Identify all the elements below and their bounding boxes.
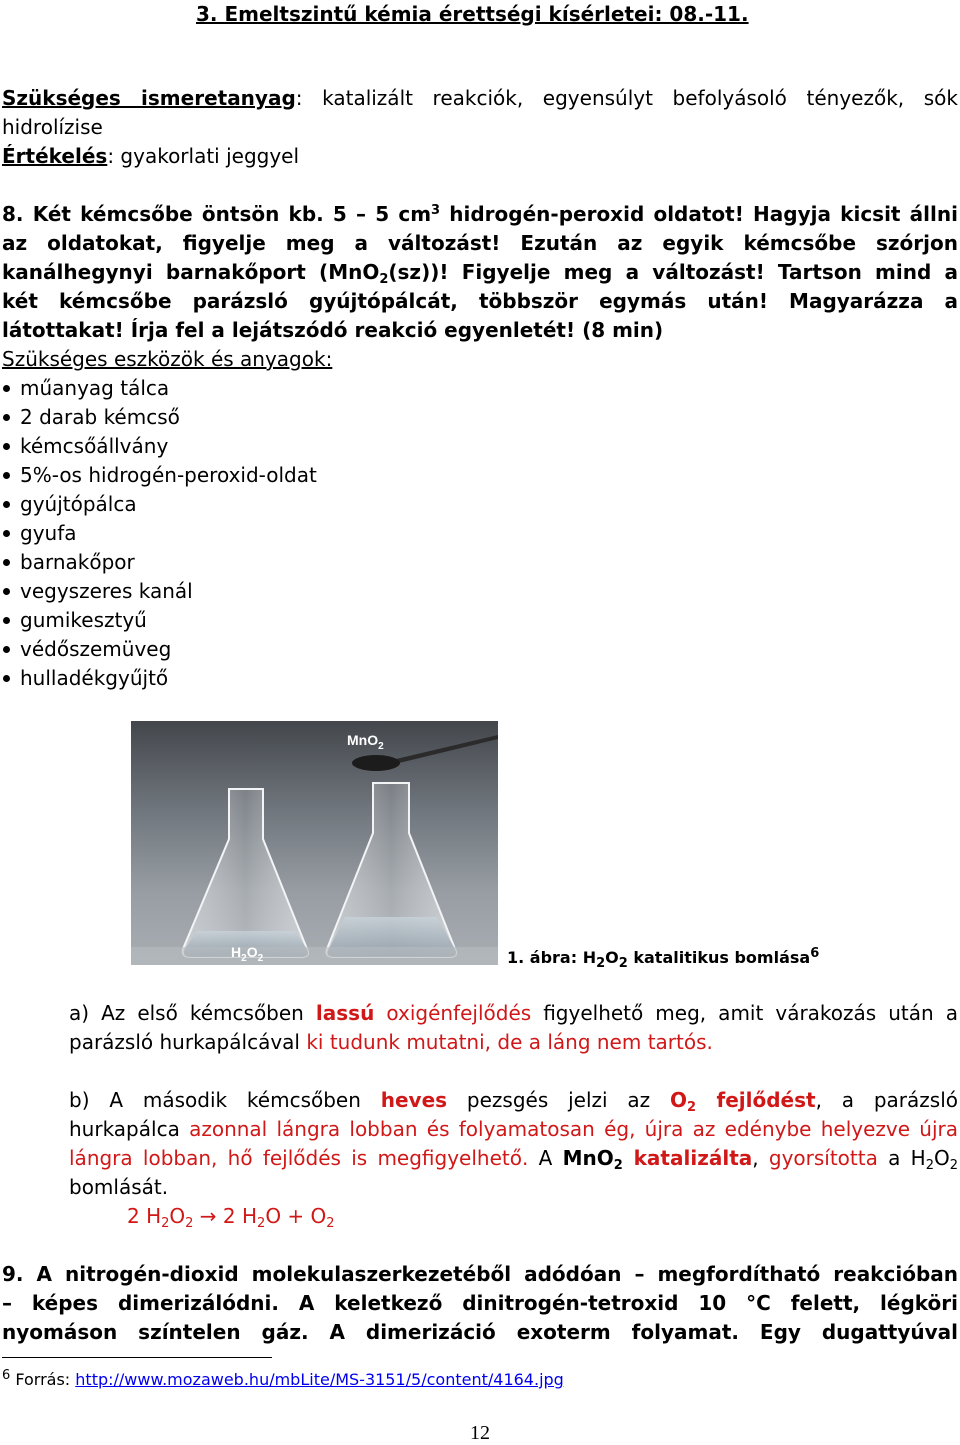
list-item-text: kémcsőállvány [20, 434, 169, 458]
answer-text: pezsgés jelzi az [447, 1088, 670, 1112]
task8-line-1 [2, 200, 958, 229]
subscript: 2 [618, 956, 628, 971]
answer-text [374, 1001, 386, 1025]
table-surface [131, 947, 498, 965]
spoon-handle [396, 735, 498, 763]
page-number: 12 [470, 1422, 490, 1444]
figure-caption [507, 945, 819, 973]
evaluation-line [2, 142, 958, 171]
footnote-label: Forrás: [10, 1370, 76, 1389]
subscript: 2 [185, 1216, 194, 1231]
task8-duration: (8 min) [575, 318, 664, 342]
h2o2-label: $H_2O_2$ [231, 944, 264, 964]
subscript: 2 [379, 272, 389, 287]
list-item [0, 432, 317, 461]
list-item [0, 635, 317, 664]
equation-text: 2 H [127, 1204, 162, 1228]
footnote-ref: 6 [810, 946, 820, 961]
answer-text: a) Az első kémcsőben [69, 1001, 316, 1025]
bullet-icon [3, 617, 10, 624]
list-item-text: gyújtópálca [20, 492, 137, 516]
list-item [0, 519, 317, 548]
bullet-icon [3, 443, 10, 450]
spoon-powder [352, 755, 400, 771]
task8-text: kanálhegynyi barnakőport (MnO [2, 260, 380, 284]
task8-line-5 [2, 316, 958, 345]
list-item-text: vegyszeres kanál [20, 579, 193, 603]
answer-text: parázsló hurkapálcával [69, 1030, 307, 1054]
arrow-icon: → [193, 1204, 223, 1228]
answer-highlight: O [669, 1088, 687, 1112]
answer-b-line-2 [69, 1115, 958, 1144]
bullet-icon [3, 501, 10, 508]
answer-text: figyelhető meg, amit várakozás után a [531, 1001, 958, 1025]
answer-b-line-4: bomlását. [69, 1175, 169, 1199]
answer-text: , a parázsló [815, 1088, 958, 1112]
task8-line-4: két kémcsőbe parázsló gyújtópálcát, többször egymás után! Magyarázza a [2, 289, 958, 313]
task8-line-3 [2, 258, 958, 290]
answer-text: b) A második kémcsőben [69, 1088, 381, 1112]
list-item [0, 664, 317, 693]
task8-text: látottakat! Írja fel a lejátszódó reakció egyenletét! [2, 318, 576, 342]
subscript: 2 [326, 1216, 335, 1231]
bullet-icon [3, 675, 10, 682]
list-item-text: gumikesztyű [20, 608, 147, 632]
answer-b-line-3 [69, 1144, 958, 1176]
answer-highlight: lassú [315, 1001, 375, 1025]
bullet-icon [3, 414, 10, 421]
answer-text: , [752, 1146, 769, 1170]
list-item-text: 5%-os hidrogén-peroxid-oldat [20, 463, 317, 487]
bullet-icon [3, 646, 10, 653]
list-item-text: hulladékgyűjtő [20, 666, 169, 690]
footnote-divider [2, 1357, 272, 1358]
bullet-icon [3, 588, 10, 595]
task9-line-3: nyomáson színtelen gáz. A dimerizáció exoterm folyamat. Egy dugattyúval [2, 1320, 958, 1344]
equation-text: O [169, 1204, 186, 1228]
answer-b-line-1 [69, 1086, 958, 1118]
answer-highlight: azonnal lángra lobban és folyamatosan ég, újra az edénybe helyezve újra [189, 1117, 958, 1141]
evaluation-text: : gyakorlati jeggyel [107, 144, 300, 168]
answer-text: A [528, 1146, 563, 1170]
list-item [0, 548, 317, 577]
reaction-equation [127, 1202, 335, 1234]
task9-line-2: – képes dimerizálódni. A keletkező dinitrogén-tetroxid 10 °C felett, légköri [2, 1291, 958, 1315]
task8-text: 8. Két kémcsőbe öntsön kb. 5 – 5 cm [2, 202, 432, 226]
tools-list [0, 374, 317, 693]
caption-text: 1. ábra: H [507, 948, 597, 967]
list-item [0, 606, 317, 635]
subscript: 2 [687, 1100, 697, 1115]
bullet-icon [3, 385, 10, 392]
flasks-illustration [131, 721, 498, 965]
answer-highlight: heves [380, 1088, 448, 1112]
superscript: 3 [431, 203, 441, 218]
equation-text: 2 H [222, 1204, 258, 1228]
list-item-text: barnakőpor [20, 550, 135, 574]
answer-highlight: oxigénfejlődés [386, 1001, 532, 1025]
footnote-number: 6 [2, 1368, 11, 1383]
list-item-text: védőszemüveg [20, 637, 172, 661]
task8-text: hidrogén-peroxid oldatot! Hagyja kicsit állni [440, 202, 958, 226]
answer-text: a H [877, 1146, 926, 1170]
mno2-label: MnO$_2$ [347, 732, 384, 752]
list-item [0, 461, 317, 490]
answer-text: hurkapálca [69, 1117, 190, 1141]
equation-text: O + O [265, 1204, 327, 1228]
task8-text: (sz))! Figyelje meg a változást! Tartson mind a [388, 260, 958, 284]
task8-line-2: az oldatokat, figyelje meg a változást! Ezután az egyik kémcsőbe szórjon [2, 231, 958, 255]
list-item-text: műanyag tálca [20, 376, 170, 400]
caption-text: O [605, 948, 619, 967]
subscript: 2 [257, 1216, 266, 1231]
flasks-photo [131, 721, 498, 965]
source-link[interactable]: http://www.mozaweb.hu/mbLite/MS-3151/5/content/4164.jpg [75, 1370, 564, 1389]
evaluation-label: Értékelés [2, 144, 108, 168]
list-item [0, 403, 317, 432]
answer-highlight: fejlődést [696, 1088, 816, 1112]
requirements-label: Szükséges ismeretanyag [2, 86, 296, 110]
answer-highlight: ki tudunk mutatni, de a láng nem tartós. [306, 1030, 713, 1054]
requirements-text: : katalizált reakciók, egyensúlyt befolyásoló tényezők, sók [295, 86, 958, 110]
answer-a-line-1 [69, 999, 958, 1028]
list-item-text: gyufa [20, 521, 77, 545]
requirements-line [2, 84, 958, 113]
subscript: 2 [613, 1158, 623, 1173]
list-item [0, 490, 317, 519]
task9-line-1: 9. A nitrogén-dioxid molekulaszerkezetéből adódóan – megfordítható reakcióban [2, 1262, 958, 1286]
subscript: 2 [161, 1216, 170, 1231]
answer-highlight: gyorsította [768, 1146, 878, 1170]
list-item-text: 2 darab kémcső [20, 405, 180, 429]
bullet-icon [3, 559, 10, 566]
answer-highlight: lángra lobban, hő fejlődés is megfigyelhető. [69, 1146, 529, 1170]
bullet-icon [3, 472, 10, 479]
list-item [0, 577, 317, 606]
bullet-icon [3, 530, 10, 537]
subscript: 2 [949, 1158, 958, 1173]
answer-text: O [933, 1146, 950, 1170]
subscript: 2 [596, 956, 606, 971]
page-title: 3. Emeltszintű kémia érettségi kísérletei: 08.-11. [196, 2, 749, 26]
footnote [2, 1368, 564, 1392]
answer-highlight: katalizálta [622, 1146, 753, 1170]
caption-text: katalitikus bomlása [627, 948, 811, 967]
answer-text: MnO [562, 1146, 614, 1170]
list-item [0, 374, 317, 403]
subscript: 2 [925, 1158, 934, 1173]
tools-heading: Szükséges eszközök és anyagok: [2, 347, 333, 371]
answer-a-line-2 [69, 1028, 958, 1057]
requirements-line-2: hidrolízise [2, 115, 103, 139]
